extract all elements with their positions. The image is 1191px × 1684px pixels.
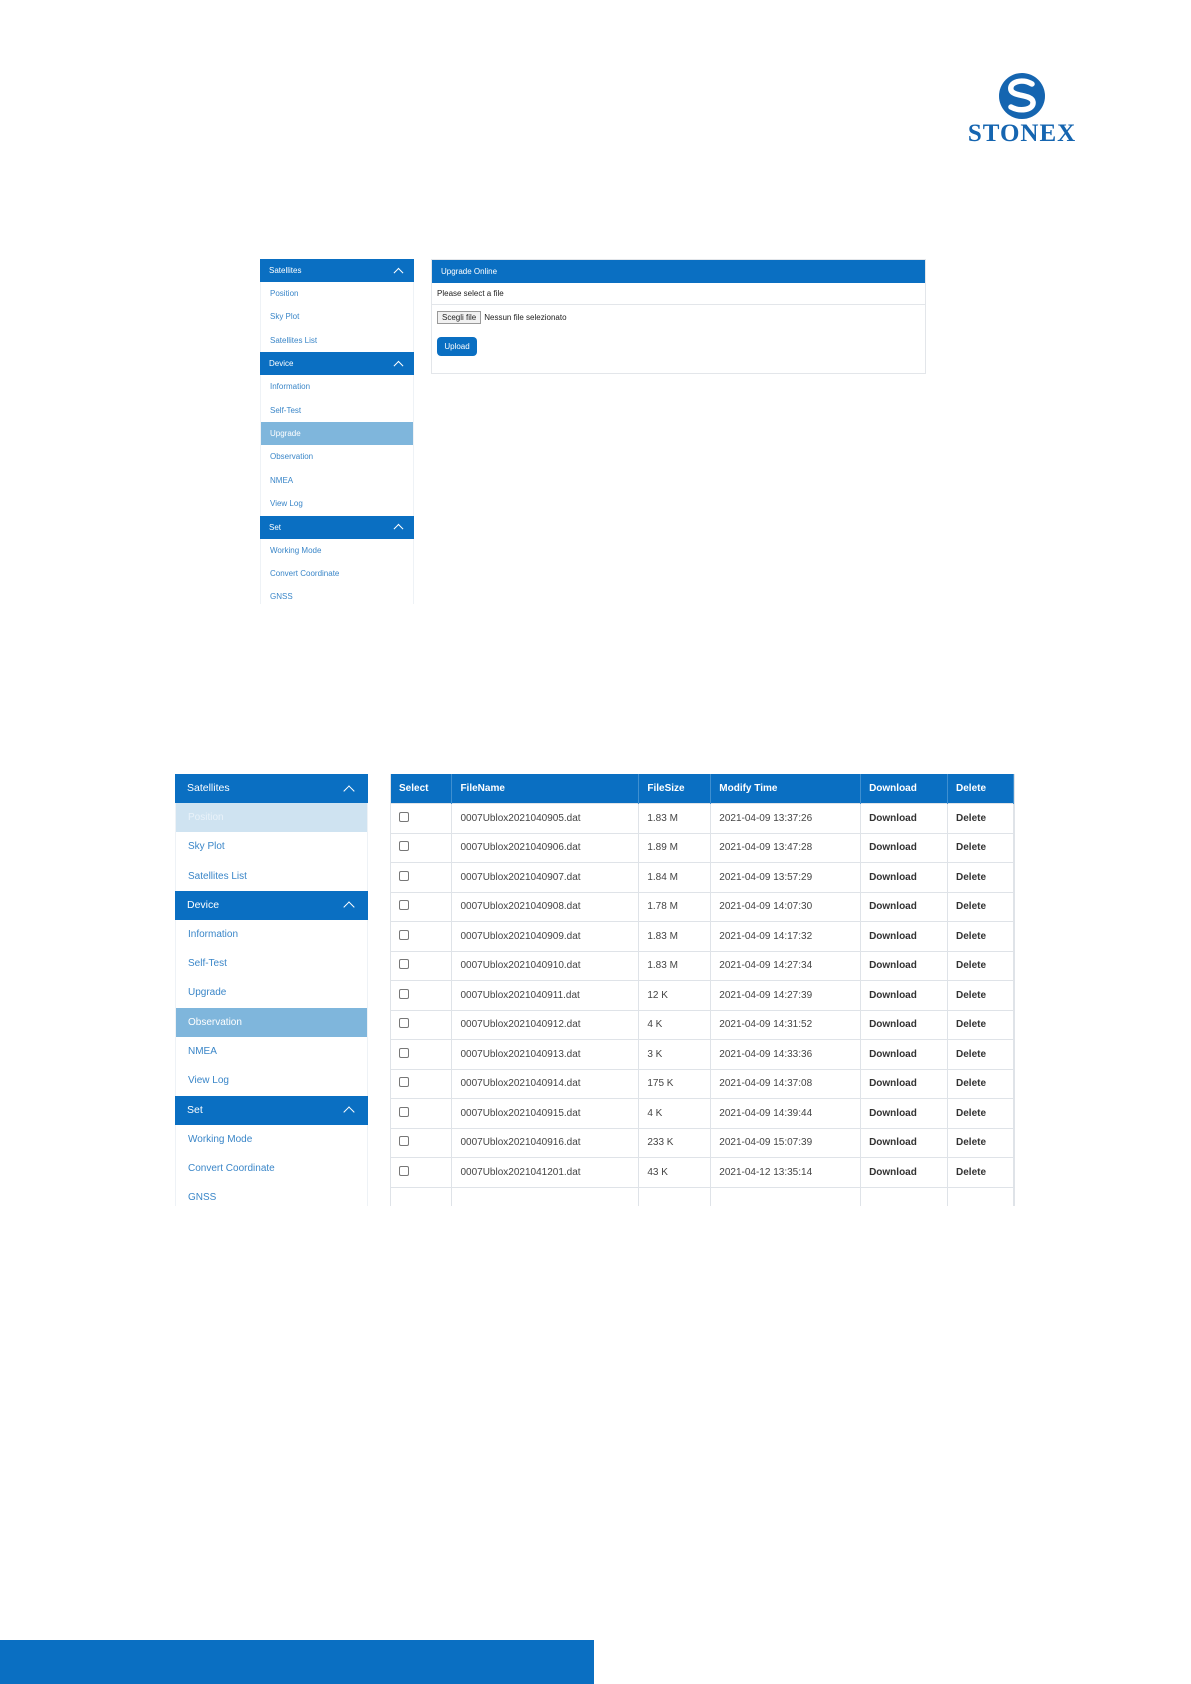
modify-time-cell: 2021-04-09 14:07:30 <box>711 892 861 922</box>
sidebar-header-device[interactable]: Device <box>260 352 414 375</box>
choose-file-button[interactable]: Scegli file <box>437 311 481 324</box>
select-cell <box>391 892 452 922</box>
delete-link[interactable]: Delete <box>948 1158 1014 1188</box>
filesize-cell: 43 K <box>639 1158 711 1188</box>
filename-cell: 0007Ublox2021040916.dat <box>452 1128 639 1158</box>
row-select-checkbox[interactable] <box>399 1107 409 1117</box>
sidebar-item-observation[interactable]: Observation <box>175 1008 368 1037</box>
filesize-cell: 1.84 M <box>639 863 711 893</box>
table-row <box>391 1128 1014 1158</box>
select-cell <box>391 1158 452 1188</box>
logo-wordmark: STONEX <box>967 120 1077 147</box>
sidebar-item-gnss[interactable]: GNSS <box>260 585 414 604</box>
table-row <box>391 981 1014 1011</box>
download-link[interactable]: Download <box>861 863 948 893</box>
sidebar-item-working-mode[interactable]: Working Mode <box>175 1125 368 1154</box>
sidebar-item-nmea[interactable]: NMEA <box>175 1037 368 1066</box>
table-row <box>391 863 1014 893</box>
sidebar-item-working-mode[interactable]: Working Mode <box>260 539 414 562</box>
sidebar-header-set[interactable]: Set <box>175 1096 368 1125</box>
modify-time-cell: 2021-04-09 14:17:32 <box>711 922 861 952</box>
sidebar-item-self-test[interactable]: Self-Test <box>260 399 414 422</box>
chevron-up-icon[interactable] <box>394 524 404 534</box>
col-download: Download <box>861 774 948 804</box>
delete-link[interactable]: Delete <box>948 1099 1014 1129</box>
file-picker <box>432 305 925 327</box>
download-link[interactable]: Download <box>861 951 948 981</box>
delete-link[interactable]: Delete <box>948 981 1014 1011</box>
download-link[interactable]: Download <box>861 892 948 922</box>
table-header-row <box>391 774 1014 804</box>
filesize-cell: 1.78 M <box>639 892 711 922</box>
stonex-logo <box>962 70 1082 150</box>
chevron-up-icon[interactable] <box>343 902 354 913</box>
sidebar-item-view-log[interactable]: View Log <box>175 1066 368 1095</box>
upgrade-online-panel <box>431 259 926 374</box>
row-select-checkbox[interactable] <box>399 1077 409 1087</box>
col-modify-time[interactable]: Modify Time <box>711 774 861 804</box>
download-link[interactable]: Download <box>861 804 948 834</box>
row-select-checkbox[interactable] <box>399 900 409 910</box>
sidebar-header-device[interactable]: Device <box>175 891 368 920</box>
sidebar-item-nmea[interactable]: NMEA <box>260 469 414 492</box>
delete-link[interactable] <box>948 1187 1014 1206</box>
col-filesize[interactable]: FileSize <box>639 774 711 804</box>
delete-link[interactable]: Delete <box>948 833 1014 863</box>
modify-time-cell: 2021-04-09 14:39:44 <box>711 1099 861 1129</box>
delete-link[interactable]: Delete <box>948 804 1014 834</box>
col-filename[interactable]: FileName <box>452 774 639 804</box>
table-row <box>391 833 1014 863</box>
sidebar-item-convert-coordinate[interactable]: Convert Coordinate <box>175 1154 368 1183</box>
sidebar-item-sky-plot[interactable]: Sky Plot <box>175 832 368 861</box>
download-link[interactable]: Download <box>861 981 948 1011</box>
filename-cell: 0007Ublox2021040911.dat <box>452 981 639 1011</box>
stonex-emblem-icon <box>962 70 1082 120</box>
modify-time-cell: 2021-04-09 14:27:39 <box>711 981 861 1011</box>
sidebar-header-satellites[interactable]: Satellites <box>175 774 368 803</box>
modify-time-cell: 2021-04-09 13:47:28 <box>711 833 861 863</box>
download-link[interactable]: Download <box>861 1069 948 1099</box>
filename-cell: 0007Ublox2021040913.dat <box>452 1040 639 1070</box>
download-link[interactable]: Download <box>861 922 948 952</box>
filesize-cell: 4 K <box>639 1099 711 1129</box>
sidebar-item-information[interactable]: Information <box>260 375 414 398</box>
modify-time-cell: 2021-04-12 13:35:14 <box>711 1158 861 1188</box>
table-row <box>391 951 1014 981</box>
filename-cell: 0007Ublox2021040912.dat <box>452 1010 639 1040</box>
select-cell <box>391 1069 452 1099</box>
row-select-checkbox[interactable] <box>399 1166 409 1176</box>
filename-cell: 0007Ublox2021040905.dat <box>452 804 639 834</box>
table-row <box>391 1099 1014 1129</box>
sidebar-nav-upgrade-screen <box>260 259 414 604</box>
delete-link[interactable]: Delete <box>948 922 1014 952</box>
chevron-up-icon[interactable] <box>394 267 404 277</box>
filename-cell: 0007Ublox2021040908.dat <box>452 892 639 922</box>
sidebar-item-position[interactable]: Position <box>175 803 368 832</box>
sidebar-item-self-test[interactable]: Self-Test <box>175 949 368 978</box>
sidebar-item-satellites-list[interactable]: Satellites List <box>175 862 368 891</box>
row-select-checkbox[interactable] <box>399 812 409 822</box>
col-select: Select <box>391 774 452 804</box>
row-select-checkbox[interactable] <box>399 989 409 999</box>
select-cell <box>391 922 452 952</box>
delete-link[interactable]: Delete <box>948 1040 1014 1070</box>
table-row <box>391 1187 1014 1206</box>
modify-time-cell <box>711 1187 861 1206</box>
filesize-cell <box>639 1187 711 1206</box>
delete-link[interactable]: Delete <box>948 1010 1014 1040</box>
select-cell <box>391 1040 452 1070</box>
download-link[interactable]: Download <box>861 1099 948 1129</box>
sidebar-item-view-log[interactable]: View Log <box>260 492 414 515</box>
download-link[interactable]: Download <box>861 1158 948 1188</box>
upload-button[interactable]: Upload <box>437 337 477 356</box>
filesize-cell: 4 K <box>639 1010 711 1040</box>
delete-link[interactable]: Delete <box>948 1128 1014 1158</box>
sidebar-item-position[interactable]: Position <box>260 282 414 305</box>
row-select-checkbox[interactable] <box>399 959 409 969</box>
download-link[interactable]: Download <box>861 1128 948 1158</box>
select-cell <box>391 1010 452 1040</box>
sidebar-item-gnss[interactable]: GNSS <box>175 1183 368 1206</box>
col-delete: Delete <box>948 774 1014 804</box>
select-cell <box>391 804 452 834</box>
sidebar-item-sky-plot[interactable]: Sky Plot <box>260 305 414 328</box>
footer-bar <box>0 1640 594 1684</box>
sidebar-item-convert-coordinate[interactable]: Convert Coordinate <box>260 562 414 585</box>
select-cell <box>391 833 452 863</box>
delete-link[interactable]: Delete <box>948 863 1014 893</box>
filename-cell: 0007Ublox2021041201.dat <box>452 1158 639 1188</box>
modify-time-cell: 2021-04-09 13:57:29 <box>711 863 861 893</box>
filename-cell: 0007Ublox2021040907.dat <box>452 863 639 893</box>
modify-time-cell: 2021-04-09 14:33:36 <box>711 1040 861 1070</box>
sidebar-header-satellites[interactable]: Satellites <box>260 259 414 282</box>
sidebar-item-information[interactable]: Information <box>175 920 368 949</box>
select-file-label: Please select a file <box>432 283 925 305</box>
table-row <box>391 922 1014 952</box>
table-row <box>391 1069 1014 1099</box>
filesize-cell: 175 K <box>639 1069 711 1099</box>
table-row <box>391 892 1014 922</box>
modify-time-cell: 2021-04-09 14:37:08 <box>711 1069 861 1099</box>
filesize-cell: 1.89 M <box>639 833 711 863</box>
filename-cell: 0007Ublox2021040915.dat <box>452 1099 639 1129</box>
filename-cell: 0007Ublox2021040914.dat <box>452 1069 639 1099</box>
chevron-up-icon[interactable] <box>394 360 404 370</box>
sidebar-item-observation[interactable]: Observation <box>260 445 414 468</box>
table-row <box>391 1040 1014 1070</box>
select-cell <box>391 1099 452 1129</box>
filename-cell: 0007Ublox2021040910.dat <box>452 951 639 981</box>
row-select-checkbox[interactable] <box>399 1048 409 1058</box>
table-row <box>391 804 1014 834</box>
table-row <box>391 1010 1014 1040</box>
download-link[interactable] <box>861 1187 948 1206</box>
chevron-up-icon[interactable] <box>343 1107 354 1118</box>
filename-cell: 0007Ublox2021040906.dat <box>452 833 639 863</box>
row-select-checkbox[interactable] <box>399 1018 409 1028</box>
filesize-cell: 12 K <box>639 981 711 1011</box>
sidebar-item-upgrade[interactable]: Upgrade <box>260 422 414 445</box>
delete-link[interactable]: Delete <box>948 892 1014 922</box>
observation-files-table <box>390 774 1015 1206</box>
filename-cell: 0007Ublox2021040909.dat <box>452 922 639 952</box>
select-cell <box>391 863 452 893</box>
sidebar-header-set[interactable]: Set <box>260 516 414 539</box>
filesize-cell: 3 K <box>639 1040 711 1070</box>
delete-link[interactable]: Delete <box>948 951 1014 981</box>
sidebar-item-satellites-list[interactable]: Satellites List <box>260 329 414 352</box>
sidebar-nav-observation-screen <box>175 774 368 1206</box>
select-cell <box>391 951 452 981</box>
modify-time-cell: 2021-04-09 15:07:39 <box>711 1128 861 1158</box>
select-cell <box>391 1128 452 1158</box>
modify-time-cell: 2021-04-09 13:37:26 <box>711 804 861 834</box>
row-select-checkbox[interactable] <box>399 1136 409 1146</box>
filesize-cell: 1.83 M <box>639 951 711 981</box>
row-select-checkbox[interactable] <box>399 841 409 851</box>
row-select-checkbox[interactable] <box>399 871 409 881</box>
select-cell <box>391 981 452 1011</box>
delete-link[interactable]: Delete <box>948 1069 1014 1099</box>
modify-time-cell: 2021-04-09 14:31:52 <box>711 1010 861 1040</box>
chevron-up-icon[interactable] <box>343 785 354 796</box>
modify-time-cell: 2021-04-09 14:27:34 <box>711 951 861 981</box>
filename-cell <box>452 1187 639 1206</box>
panel-title: Upgrade Online <box>432 260 925 283</box>
sidebar-item-upgrade[interactable]: Upgrade <box>175 978 368 1007</box>
filesize-cell: 1.83 M <box>639 922 711 952</box>
filesize-cell: 1.83 M <box>639 804 711 834</box>
table-row <box>391 1158 1014 1188</box>
no-file-selected-text: Nessun file selezionato <box>484 313 567 322</box>
download-link[interactable]: Download <box>861 1040 948 1070</box>
row-select-checkbox[interactable] <box>399 930 409 940</box>
filesize-cell: 233 K <box>639 1128 711 1158</box>
download-link[interactable]: Download <box>861 1010 948 1040</box>
download-link[interactable]: Download <box>861 833 948 863</box>
select-cell <box>391 1187 452 1206</box>
